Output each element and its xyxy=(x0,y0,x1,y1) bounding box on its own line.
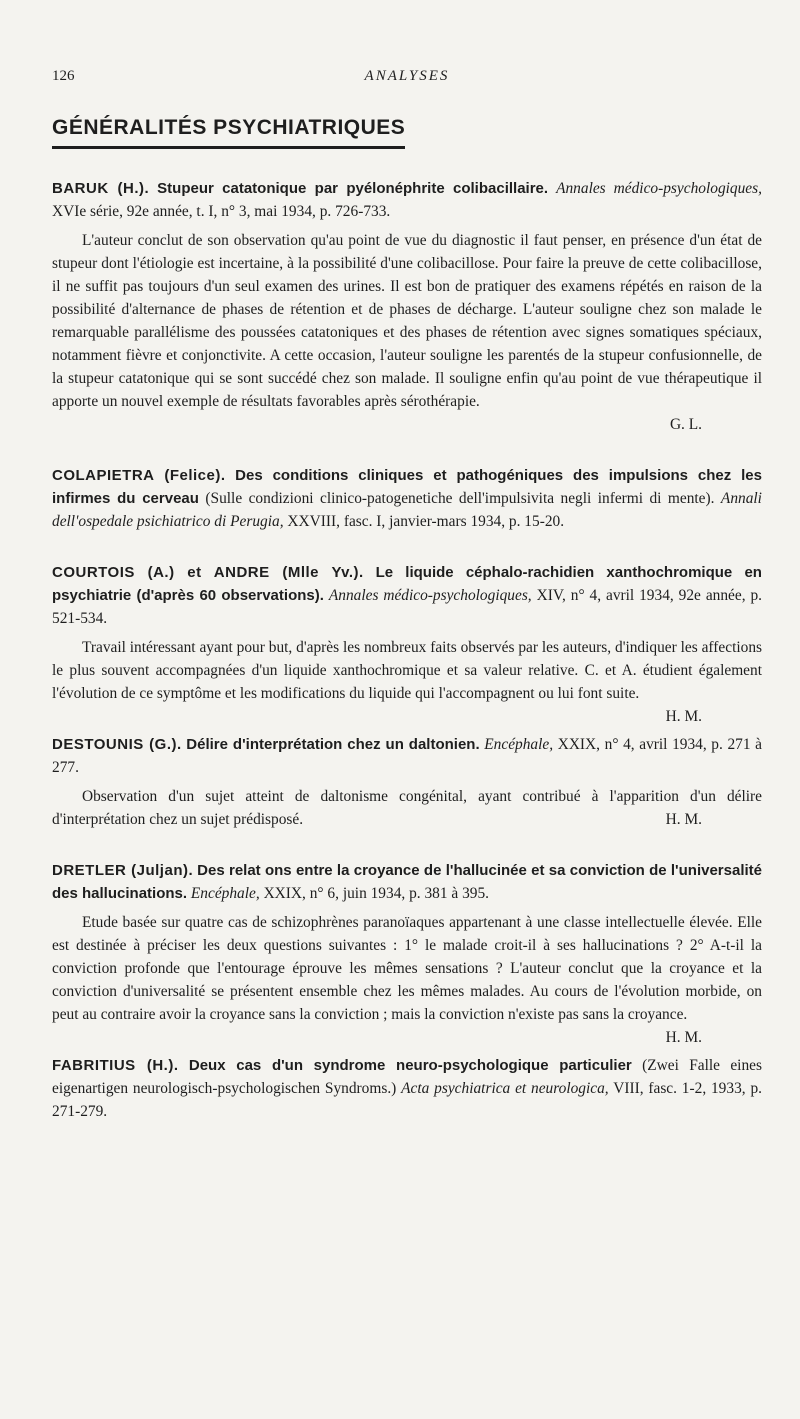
entry-author: COURTOIS (A.) et ANDRE (Mlle Yv.). xyxy=(52,564,364,581)
review-entry-colapietra xyxy=(52,464,762,533)
entry-subtitle: (Zwei Falle eines eigenartigen neurologisch-psychologischen Syndroms.) xyxy=(52,1057,762,1097)
entry-details: XXIX, n° 4, avril 1934, p. 271 à 277. xyxy=(52,736,762,776)
entry-title: Le liquide céphalo-rachidien xanthochromique en psychiatrie (d'après 60 observations). xyxy=(52,564,762,604)
review-entry-baruk xyxy=(52,177,762,436)
entry-author: BARUK (H.). xyxy=(52,180,150,197)
running-head xyxy=(52,68,762,92)
page xyxy=(52,68,762,1123)
entry-body xyxy=(52,785,762,831)
entry-title: Deux cas d'un syndrome neuro-psychologique particulier xyxy=(188,1057,632,1074)
entry-details: XVIe série, 92e année, t. I, n° 3, mai 1934, p. 726-733. xyxy=(52,203,391,220)
entry-author: DESTOUNIS (G.). xyxy=(52,736,182,753)
entry-author: FABRITIUS (H.). xyxy=(52,1057,179,1074)
entry-citation xyxy=(52,561,762,630)
entry-author: COLAPIETRA (Felice). xyxy=(52,467,226,484)
entry-title: Des relat ons entre la croyance de l'hallucinée et sa conviction de l'universalité des hallucinations. xyxy=(52,862,762,902)
entry-citation xyxy=(52,1054,762,1123)
entry-details: XIV, n° 4, avril 1934, 92e année, p. 521-534. xyxy=(52,587,763,627)
entry-citation xyxy=(52,733,762,779)
entry-title: Des conditions cliniques et pathogéniques des impulsions chez les infirmes du cerveau xyxy=(52,467,762,507)
running-title: ANALYSES xyxy=(364,68,450,84)
review-entry-dretler xyxy=(52,859,762,1046)
entry-source: Annali dell'ospedale psichiatrico di Perugia, xyxy=(52,490,762,530)
entry-source: Annales médico-psychologiques, xyxy=(556,180,762,197)
entry-body xyxy=(52,636,762,725)
entry-details: XXVIII, fasc. I, janvier-mars 1934, p. 15-20. xyxy=(287,513,565,530)
entry-title: Stupeur catatonique par pyélonéphrite colibacillaire. xyxy=(157,180,549,197)
entry-body-text: Observation d'un sujet atteint de daltonisme congénital, ayant contribué à l'apparition d'un délire d'interprétation chez un sujet prédisposé. xyxy=(52,788,762,828)
entry-source: Encéphale, xyxy=(484,736,554,753)
entry-subtitle: (Sulle condizioni clinico-patogenetiche dell'impulsivita negli infermi di mente). xyxy=(205,490,715,507)
entry-source: Acta psychiatrica et neurologica, xyxy=(401,1080,609,1097)
entry-body xyxy=(52,911,762,1046)
entry-signature: H. M. xyxy=(665,708,702,725)
review-entry-fabritius xyxy=(52,1054,762,1123)
section-heading: GÉNÉRALITÉS PSYCHIATRIQUES xyxy=(52,116,405,149)
entry-body-text: Travail intéressant ayant pour but, d'après les nombreux faits observés par les auteurs, d'indiquer les affections le plus souvent accompagnées d'un liquide xanthochromique et sa valeur relative. C. et A. étudient également l'évolution de ce symptôme et les modifications du liquide qui l'accompagnent ou lui font suite. xyxy=(52,639,762,702)
entry-citation xyxy=(52,464,762,533)
entry-details: XXIX, n° 6, juin 1934, p. 381 à 395. xyxy=(263,885,490,902)
entry-signature: H. M. xyxy=(665,811,702,828)
entry-source: Annales médico-psychologiques, xyxy=(328,587,532,604)
entry-body: L'auteur conclut de son observation qu'au point de vue du diagnostic il faut penser, en présence d'un état de stupeur dont l'étiologie est incertaine, à la possibilité d'une colibacillose. Pour faire la preuve de cette colibacillose, il ne suffit pas toujours d'un seul examen des urines. Il est bon de pratiquer des examens répétés en raison de la possibilité d'alternance de phases de rétention et de phases de décharge. L'auteur souligne chez son malade le remarquable parallélisme des poussées catatoniques et des phases de rétention avec signes somatiques spéciaux, notamment fièvre et conjonctivite. A cette occasion, l'auteur souligne les parentés de la stupeur confusionnelle, de la stupeur catatonique qui se sont succédé chez son malade. Il souligne enfin qu'au point de vue thérapeutique il apporte un nouvel exemple de résultats favorables après sérothérapie. xyxy=(52,232,762,410)
entry-citation xyxy=(52,177,762,223)
entry-citation xyxy=(52,859,762,905)
page-number: 126 xyxy=(52,68,75,84)
entry-signature: H. M. xyxy=(665,1029,702,1046)
entry-title: Délire d'interprétation chez un daltonien. xyxy=(186,736,480,753)
review-entry-courtois xyxy=(52,561,763,725)
entry-body-text: Etude basée sur quatre cas de schizophrènes paranoïaques appartenant à une classe intellectuelle élevée. Elle est destinée à préciser les deux questions suivantes : 1° le malade croit-il à ses hallucinations ? 2° A-t-il la conviction profonde que l'entourage éprouve les mêmes sensations ? L'auteur conclut que la croyance et la conviction d'universalité se présentent ensemble chez les mêmes malades. Au cours de l'évolution morbide, on peut au contraire avoir la croyance sans la conviction ; mais la conviction n'existe pas sans la croyance. xyxy=(52,914,762,1023)
review-entry-destounis xyxy=(52,733,762,831)
entry-details: VIII, fasc. 1-2, 1933, p. 271-279. xyxy=(52,1080,762,1120)
entry-author: DRETLER (Juljan). xyxy=(52,862,194,879)
entry-signature: G. L. xyxy=(669,416,702,433)
entry-source: Encéphale, xyxy=(190,885,260,902)
